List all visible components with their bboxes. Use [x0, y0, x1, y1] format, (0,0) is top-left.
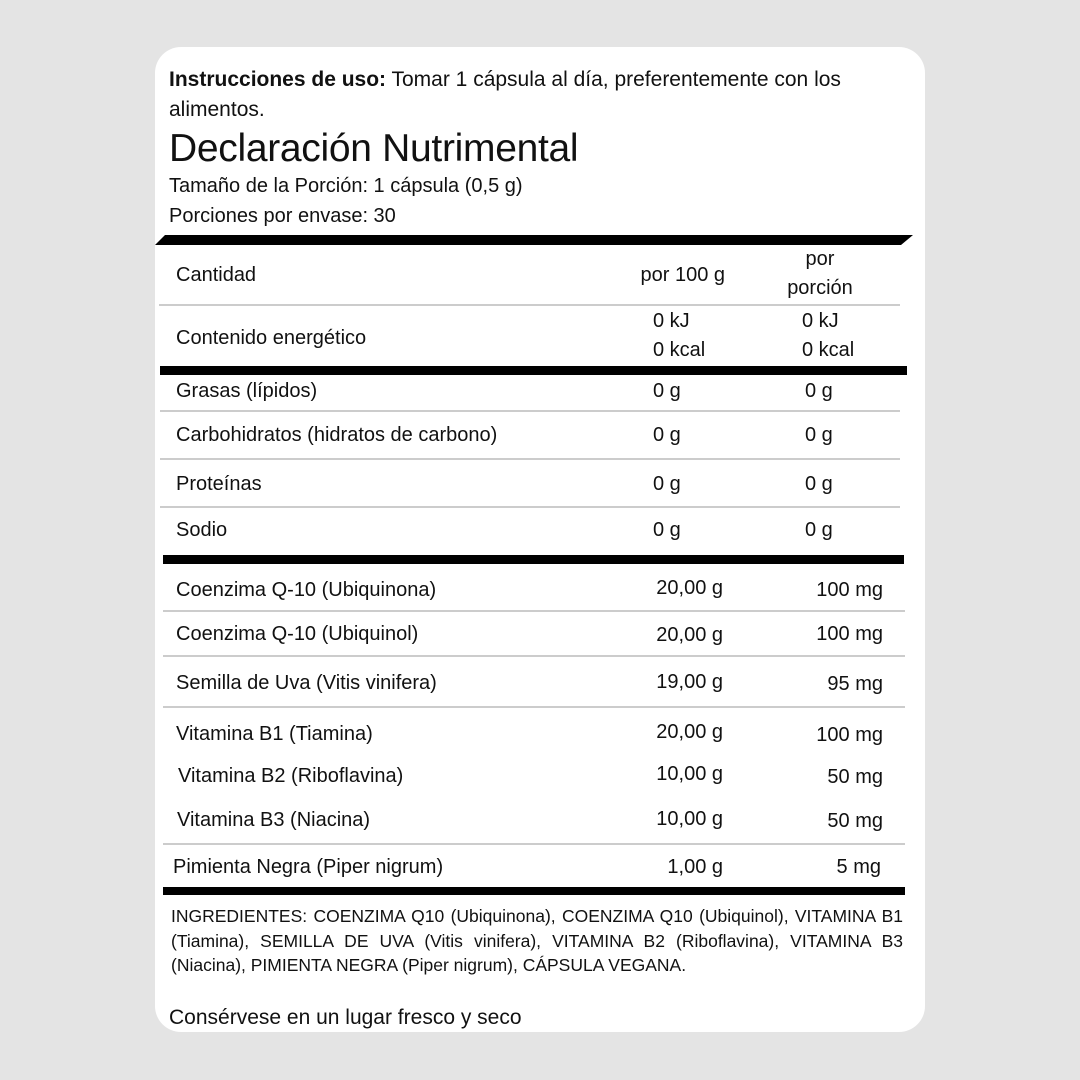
- active-per-100g: 20,00 g: [656, 577, 723, 599]
- active-per-100g: 10,00 g: [656, 808, 723, 830]
- macro-per-serving: 0 g: [805, 424, 833, 446]
- active-per-100g: 10,00 g: [656, 763, 723, 785]
- active-per-serving: 50 mg: [827, 766, 883, 788]
- usage-instructions: [169, 65, 909, 125]
- active-per-100g: 20,00 g: [656, 721, 723, 743]
- thick-divider-3: [163, 887, 905, 895]
- active-name: Semilla de Uva (Vitis vinifera): [176, 672, 437, 694]
- macro-name: Sodio: [176, 519, 228, 541]
- macro-name: Proteínas: [176, 473, 262, 495]
- serving-size: Tamaño de la Porción: 1 cápsula (0,5 g): [169, 175, 523, 197]
- active-per-100g: 1,00 g: [667, 856, 723, 878]
- energy-per-serving-kcal: 0 kcal: [802, 339, 855, 361]
- header-per-serving-line2: porción: [787, 277, 853, 299]
- row-divider: [160, 458, 900, 460]
- active-per-serving: 50 mg: [827, 810, 883, 832]
- active-name: Coenzima Q-10 (Ubiquinol): [176, 623, 419, 645]
- row-divider: [163, 706, 905, 708]
- row-divider: [163, 843, 905, 845]
- thick-divider-1: [160, 366, 907, 375]
- macro-per-100g: 0 g: [653, 424, 681, 446]
- macro-per-100g: 0 g: [653, 473, 681, 495]
- active-name: Vitamina B3 (Niacina): [177, 809, 371, 831]
- usage-instructions-text: Tomar 1 cápsula al día, preferentemente con los alimentos.: [169, 68, 841, 121]
- active-per-serving: 100 mg: [816, 724, 883, 746]
- macro-name: Carbohidratos (hidratos de carbono): [176, 424, 498, 446]
- header-per-serving-line1: por: [805, 248, 835, 270]
- macro-per-serving: 0 g: [805, 473, 833, 495]
- row-divider: [163, 655, 905, 657]
- servings-per-container: Porciones por envase: 30: [169, 205, 396, 227]
- macro-per-100g: 0 g: [653, 519, 681, 541]
- macro-per-serving: 0 g: [805, 519, 833, 541]
- energy-per-100g-kj: 0 kJ: [653, 310, 690, 332]
- storage-instructions: Consérvese en un lugar fresco y seco: [169, 1006, 522, 1029]
- active-per-serving: 5 mg: [836, 856, 881, 878]
- header-per-100g: por 100 g: [640, 264, 725, 286]
- row-divider: [163, 610, 905, 612]
- active-name: Vitamina B2 (Riboflavina): [178, 765, 404, 787]
- active-name: Coenzima Q-10 (Ubiquinona): [176, 579, 437, 601]
- macro-name: Grasas (lípidos): [176, 380, 318, 402]
- energy-name: Contenido energético: [176, 327, 367, 349]
- active-per-100g: 20,00 g: [656, 624, 723, 646]
- macro-per-100g: 0 g: [653, 380, 681, 402]
- active-name: Pimienta Negra (Piper nigrum): [173, 856, 444, 878]
- row-divider: [160, 410, 900, 412]
- ingredients-list: INGREDIENTES: COENZIMA Q10 (Ubiquinona), COENZIMA Q10 (Ubiquinol), VITAMINA B1 (Tiamina), SEMILLA DE UVA (Vitis vinifera), VITAMINA B2 (Riboflavina), VITAMINA B3 (Niacina), PIMIENTA NEGRA (Piper nigrum), CÁPSULA VEGANA.: [171, 906, 903, 975]
- row-divider: [160, 506, 900, 508]
- energy-per-100g-kcal: 0 kcal: [653, 339, 706, 361]
- nutrition-label-card: [155, 47, 925, 1032]
- active-name: Vitamina B1 (Tiamina): [176, 723, 373, 745]
- active-per-serving: 100 mg: [816, 579, 883, 601]
- active-per-100g: 19,00 g: [656, 671, 723, 693]
- declaration-title: Declaración Nutrimental: [169, 127, 579, 170]
- usage-instructions-label: Instrucciones de uso:: [169, 68, 387, 91]
- active-per-serving: 95 mg: [827, 673, 883, 695]
- header-divider: [159, 304, 900, 306]
- active-per-serving: 100 mg: [816, 623, 883, 645]
- thick-divider-2: [163, 555, 904, 564]
- macro-per-serving: 0 g: [805, 380, 833, 402]
- header-quantity: Cantidad: [176, 264, 257, 286]
- energy-per-serving-kj: 0 kJ: [802, 310, 839, 332]
